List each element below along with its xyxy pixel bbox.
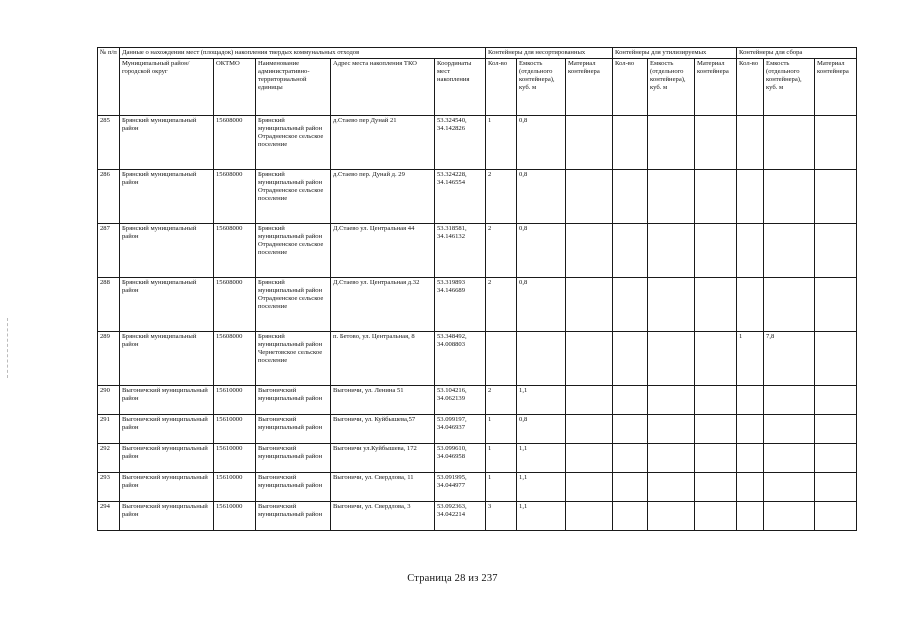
cell-address: Выгоничи, ул. Куйбышева,57 <box>331 415 435 444</box>
cell-address: Д.Стаево ул. Центральная д.32 <box>331 278 435 332</box>
col-header-num: № п/п <box>98 48 120 116</box>
cell-collect-capacity <box>764 278 815 332</box>
cell-address: Выгоничи, ул. Свердлова, 3 <box>331 502 435 531</box>
col-header-unit: Наименование административно-территориальной единицы <box>256 59 331 116</box>
cell-unsorted-capacity <box>517 332 566 386</box>
cell-recycle-capacity <box>648 332 695 386</box>
cell-collect-count <box>737 386 764 415</box>
cell-collect-capacity <box>764 170 815 224</box>
cell-oktmo: 15608000 <box>214 224 256 278</box>
cell-unit: Выгоничский муниципальный район <box>256 502 331 531</box>
cell-unsorted-count: 2 <box>486 386 517 415</box>
cell-collect-capacity <box>764 473 815 502</box>
cell-unsorted-material <box>566 170 613 224</box>
table-row <box>98 415 857 444</box>
cell-unsorted-material <box>566 386 613 415</box>
cell-collect-capacity <box>764 386 815 415</box>
cell-unit: Брянский муниципальный район Отрадненское сельское поселение <box>256 224 331 278</box>
cell-recycle-count <box>613 386 648 415</box>
cell-recycle-capacity <box>648 278 695 332</box>
cell-district: Брянский муниципальный район <box>120 332 214 386</box>
cell-coords: 53.104216, 34.062139 <box>435 386 486 415</box>
table-row <box>98 502 857 531</box>
cell-unit: Брянский муниципальный район Отрадненское сельское поселение <box>256 116 331 170</box>
cell-collect-count <box>737 170 764 224</box>
col-group-main: Данные о нахождении мест (площадок) накопления твердых коммунальных отходов <box>120 48 486 59</box>
cell-collect-material <box>815 170 857 224</box>
cell-unit: Выгоничский муниципальный район <box>256 473 331 502</box>
cell-recycle-count <box>613 444 648 473</box>
waste-sites-table <box>97 47 857 531</box>
cell-oktmo: 15608000 <box>214 332 256 386</box>
table-row <box>98 278 857 332</box>
cell-unsorted-capacity: 0,8 <box>517 224 566 278</box>
col-header-collect-capacity: Емкость (отдельного контейнера), куб. м <box>764 59 815 116</box>
cell-recycle-count <box>613 116 648 170</box>
col-header-unsorted-capacity: Емкость (отдельного контейнера), куб. м <box>517 59 566 116</box>
cell-oktmo: 15610000 <box>214 444 256 473</box>
cell-unsorted-material <box>566 278 613 332</box>
col-header-unsorted-material: Материал контейнера <box>566 59 613 116</box>
cell-district: Брянский муниципальный район <box>120 278 214 332</box>
cell-unsorted-count: 1 <box>486 116 517 170</box>
registry-sheet <box>97 47 857 531</box>
cell-recycle-count <box>613 170 648 224</box>
cell-recycle-material <box>695 116 737 170</box>
cell-recycle-capacity <box>648 116 695 170</box>
cell-coords: 53.319893 34.146689 <box>435 278 486 332</box>
cell-num: 294 <box>98 502 120 531</box>
cell-collect-count <box>737 278 764 332</box>
cell-collect-material <box>815 332 857 386</box>
cell-oktmo: 15610000 <box>214 473 256 502</box>
cell-collect-material <box>815 502 857 531</box>
cell-address: Выгоничи, ул. Ленина 51 <box>331 386 435 415</box>
cell-coords: 53.324228, 34.146554 <box>435 170 486 224</box>
cell-recycle-material <box>695 444 737 473</box>
cell-recycle-material <box>695 224 737 278</box>
col-header-collect-material: Материал контейнера <box>815 59 857 116</box>
cell-recycle-count <box>613 332 648 386</box>
cell-address: Выгоничи ул.Куйбышева, 172 <box>331 444 435 473</box>
cell-oktmo: 15610000 <box>214 386 256 415</box>
cell-unsorted-capacity: 1,1 <box>517 502 566 531</box>
cell-num: 292 <box>98 444 120 473</box>
cell-recycle-count <box>613 224 648 278</box>
cell-recycle-capacity <box>648 224 695 278</box>
cell-unsorted-material <box>566 224 613 278</box>
cell-num: 285 <box>98 116 120 170</box>
cell-oktmo: 15610000 <box>214 415 256 444</box>
cell-oktmo: 15608000 <box>214 116 256 170</box>
col-header-oktmo: ОКТМО <box>214 59 256 116</box>
cell-collect-capacity <box>764 415 815 444</box>
cell-oktmo: 15608000 <box>214 278 256 332</box>
cell-coords: 53.099197, 34.046937 <box>435 415 486 444</box>
cell-coords: 53.099610, 34.046958 <box>435 444 486 473</box>
cell-recycle-material <box>695 332 737 386</box>
cell-oktmo: 15610000 <box>214 502 256 531</box>
table-row <box>98 386 857 415</box>
cell-unsorted-capacity: 1,1 <box>517 473 566 502</box>
col-group-collect: Контейнеры для сбора <box>737 48 857 59</box>
cell-unit: Выгоничский муниципальный район <box>256 386 331 415</box>
cell-unsorted-capacity: 0,8 <box>517 415 566 444</box>
col-header-recycle-count: Кол-во <box>613 59 648 116</box>
cell-unsorted-material <box>566 415 613 444</box>
cell-district: Выгоничский муниципальный район <box>120 444 214 473</box>
cell-unit: Брянский муниципальный район Отрадненское сельское поселение <box>256 278 331 332</box>
cell-collect-count <box>737 415 764 444</box>
cell-unsorted-count: 2 <box>486 224 517 278</box>
cell-district: Выгоничский муниципальный район <box>120 386 214 415</box>
cell-collect-material <box>815 224 857 278</box>
cell-recycle-material <box>695 386 737 415</box>
cell-collect-material <box>815 278 857 332</box>
cell-unit: Брянский муниципальный район Отрадненское сельское поселение <box>256 170 331 224</box>
cell-unsorted-material <box>566 116 613 170</box>
margin-fold-line <box>7 318 9 378</box>
cell-recycle-capacity <box>648 444 695 473</box>
table-row <box>98 444 857 473</box>
cell-coords: 53.092363, 34.042214 <box>435 502 486 531</box>
cell-num: 290 <box>98 386 120 415</box>
cell-unsorted-capacity: 0,8 <box>517 278 566 332</box>
cell-collect-count <box>737 116 764 170</box>
cell-address: Выгоничи, ул. Свердлова, 11 <box>331 473 435 502</box>
cell-coords: 53.318581, 34.146132 <box>435 224 486 278</box>
cell-district: Брянский муниципальный район <box>120 116 214 170</box>
cell-recycle-material <box>695 415 737 444</box>
cell-num: 288 <box>98 278 120 332</box>
cell-recycle-count <box>613 502 648 531</box>
cell-unsorted-count: 2 <box>486 170 517 224</box>
cell-recycle-capacity <box>648 415 695 444</box>
cell-unsorted-material <box>566 444 613 473</box>
cell-collect-count: 1 <box>737 332 764 386</box>
cell-unsorted-material <box>566 502 613 531</box>
cell-coords: 53.324540, 34.142826 <box>435 116 486 170</box>
col-group-unsorted: Контейнеры для несортированных <box>486 48 613 59</box>
header-row-columns <box>98 59 857 116</box>
cell-collect-material <box>815 415 857 444</box>
cell-district: Выгоничский муниципальный район <box>120 473 214 502</box>
cell-district: Брянский муниципальный район <box>120 224 214 278</box>
cell-district: Выгоничский муниципальный район <box>120 502 214 531</box>
cell-recycle-capacity <box>648 386 695 415</box>
col-group-recycle: Контейнеры для утилизируемых <box>613 48 737 59</box>
cell-num: 293 <box>98 473 120 502</box>
col-header-district: Муниципальный район/городской округ <box>120 59 214 116</box>
cell-collect-count <box>737 444 764 473</box>
cell-unsorted-count: 2 <box>486 278 517 332</box>
cell-collect-capacity <box>764 116 815 170</box>
cell-unit: Выгоничский муниципальный район <box>256 444 331 473</box>
cell-unit: Брянский муниципальный район Чернетовское сельское поселение <box>256 332 331 386</box>
cell-address: д.Стаево пер Дунай 21 <box>331 116 435 170</box>
cell-unsorted-count <box>486 332 517 386</box>
cell-unsorted-material <box>566 332 613 386</box>
cell-collect-count <box>737 224 764 278</box>
cell-num: 291 <box>98 415 120 444</box>
table-row <box>98 224 857 278</box>
header-row-groups <box>98 48 857 59</box>
cell-collect-material <box>815 116 857 170</box>
page-number: Страница 28 из 237 <box>407 573 498 584</box>
cell-unsorted-capacity: 1,1 <box>517 386 566 415</box>
cell-collect-capacity: 7,8 <box>764 332 815 386</box>
cell-collect-material <box>815 473 857 502</box>
table-row <box>98 116 857 170</box>
cell-num: 286 <box>98 170 120 224</box>
table-row <box>98 170 857 224</box>
table-row <box>98 473 857 502</box>
cell-recycle-count <box>613 473 648 502</box>
cell-num: 289 <box>98 332 120 386</box>
cell-unsorted-count: 3 <box>486 502 517 531</box>
cell-recycle-capacity <box>648 502 695 531</box>
cell-collect-material <box>815 386 857 415</box>
col-header-recycle-material: Материал контейнера <box>695 59 737 116</box>
col-header-address: Адрес места накопления ТКО <box>331 59 435 116</box>
cell-collect-count <box>737 502 764 531</box>
cell-num: 287 <box>98 224 120 278</box>
col-header-collect-count: Кол-во <box>737 59 764 116</box>
cell-recycle-capacity <box>648 473 695 502</box>
cell-unsorted-count: 1 <box>486 444 517 473</box>
cell-coords: 53.348492, 34.008803 <box>435 332 486 386</box>
cell-recycle-material <box>695 502 737 531</box>
cell-recycle-material <box>695 170 737 224</box>
cell-unsorted-material <box>566 473 613 502</box>
cell-unit: Выгоничский муниципальный район <box>256 415 331 444</box>
cell-unsorted-capacity: 0,8 <box>517 116 566 170</box>
cell-collect-capacity <box>764 444 815 473</box>
cell-district: Выгоничский муниципальный район <box>120 415 214 444</box>
cell-address: п. Бетово, ул. Центральная, 8 <box>331 332 435 386</box>
cell-address: д.Стаево пер. Дунай д. 29 <box>331 170 435 224</box>
cell-oktmo: 15608000 <box>214 170 256 224</box>
col-header-unsorted-count: Кол-во <box>486 59 517 116</box>
cell-unsorted-count: 1 <box>486 415 517 444</box>
cell-collect-material <box>815 444 857 473</box>
table-row <box>98 332 857 386</box>
cell-recycle-material <box>695 473 737 502</box>
cell-unsorted-count: 1 <box>486 473 517 502</box>
cell-collect-capacity <box>764 502 815 531</box>
cell-collect-count <box>737 473 764 502</box>
cell-recycle-capacity <box>648 170 695 224</box>
cell-district: Брянский муниципальный район <box>120 170 214 224</box>
cell-collect-capacity <box>764 224 815 278</box>
col-header-coords: Координаты мест накопления <box>435 59 486 116</box>
cell-recycle-count <box>613 278 648 332</box>
cell-unsorted-capacity: 1,1 <box>517 444 566 473</box>
cell-recycle-material <box>695 278 737 332</box>
cell-recycle-count <box>613 415 648 444</box>
col-header-recycle-capacity: Емкость (отдельного контейнера), куб. м <box>648 59 695 116</box>
cell-address: Д.Стаево ул. Центральная 44 <box>331 224 435 278</box>
cell-unsorted-capacity: 0,8 <box>517 170 566 224</box>
cell-coords: 53.091995, 34.044977 <box>435 473 486 502</box>
